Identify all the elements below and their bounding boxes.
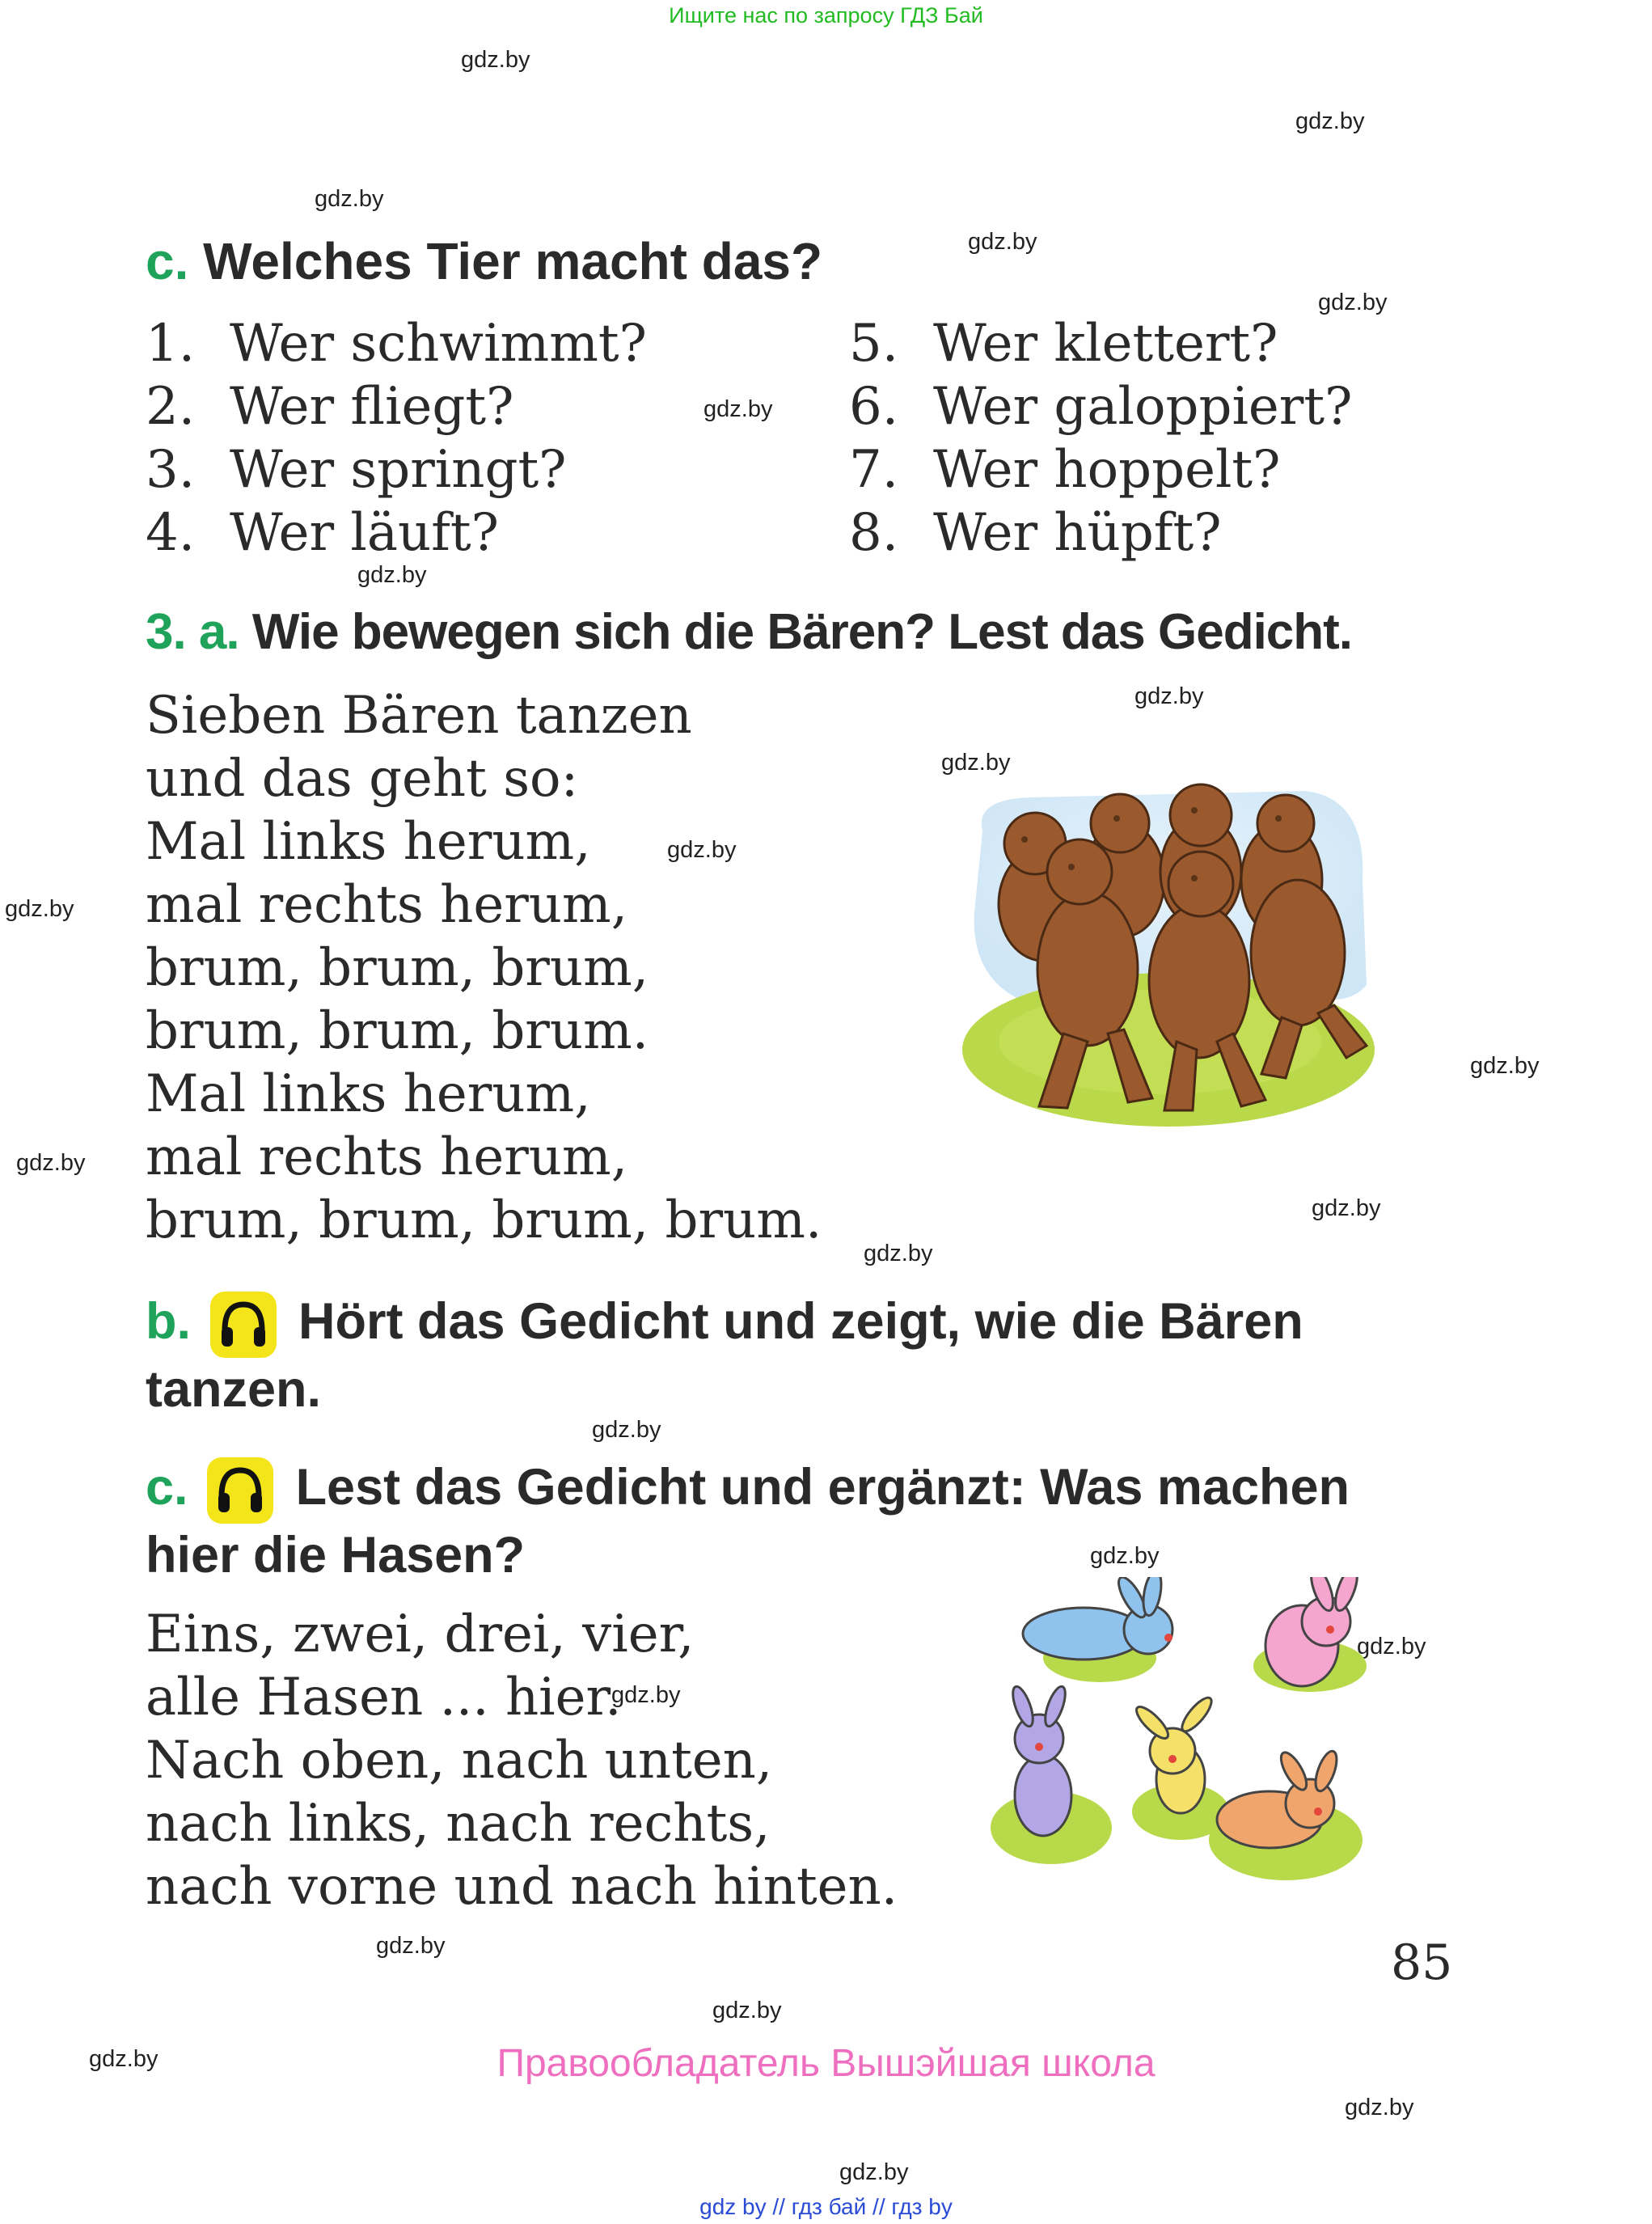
watermark: gdz.by bbox=[1134, 683, 1204, 709]
watermark: gdz.by bbox=[864, 1241, 933, 1266]
watermark: gdz.by bbox=[592, 1417, 661, 1443]
watermark: gdz.by bbox=[1470, 1053, 1540, 1079]
section-letter: c. bbox=[146, 1459, 188, 1516]
instruction-text: Lest das Gedicht und ergänzt: Was machen bbox=[295, 1459, 1350, 1516]
section-letter: b. bbox=[146, 1293, 191, 1350]
watermark: gdz.by bbox=[1312, 1195, 1381, 1221]
watermark: gdz.by bbox=[1295, 108, 1365, 134]
watermark: gdz.by bbox=[712, 1998, 782, 2023]
section-3a-heading bbox=[146, 603, 1352, 661]
instruction-text: tanzen. bbox=[146, 1361, 322, 1419]
exercise-label: 3. a. bbox=[146, 604, 239, 660]
poem-line: Nach oben, nach unten, bbox=[146, 1731, 773, 1791]
poem-line: alle Hasen ... hier. bbox=[146, 1668, 622, 1727]
list-item: 7. Wer hoppelt? bbox=[849, 440, 1281, 500]
watermark: gdz.by bbox=[839, 2159, 909, 2185]
poem-line: Mal links herum, bbox=[146, 812, 591, 872]
list-item: 1. Wer schwimmt? bbox=[146, 314, 647, 374]
list-item: 8. Wer hüpft? bbox=[849, 503, 1222, 563]
watermark: gdz.by bbox=[5, 896, 74, 922]
headphones-icon bbox=[207, 1457, 273, 1524]
list-item: 5. Wer klettert? bbox=[849, 314, 1278, 374]
watermark: gdz.by bbox=[1357, 1634, 1426, 1660]
question-list-left bbox=[146, 312, 647, 564]
instruction-text: Hört das Gedicht und zeigt, wie die Bären bbox=[298, 1293, 1303, 1350]
watermark: gdz.by bbox=[16, 1150, 86, 1176]
poem-line: nach vorne und nach hinten. bbox=[146, 1857, 898, 1917]
headphones-icon bbox=[210, 1292, 277, 1358]
watermark: gdz.by bbox=[968, 229, 1037, 255]
instruction-text: hier die Hasen? bbox=[146, 1527, 526, 1584]
poem-line: nach links, nach rechts, bbox=[146, 1794, 771, 1854]
section-c2-heading bbox=[146, 1456, 1350, 1587]
watermark: gdz.by bbox=[461, 47, 530, 73]
section-c-heading bbox=[146, 231, 822, 291]
watermark: gdz.by bbox=[941, 750, 1011, 776]
poem-line: Eins, zwei, drei, vier, bbox=[146, 1605, 695, 1664]
poem-line: mal rechts herum, bbox=[146, 1127, 628, 1187]
footer-links: gdz by // гдз бай // гдз by bbox=[699, 2194, 953, 2219]
hopping-rabbits-illustration bbox=[987, 1577, 1383, 1901]
poem-line: brum, brum, brum, brum. bbox=[146, 1190, 822, 1250]
watermark: gdz.by bbox=[703, 396, 773, 422]
page-number: 85 bbox=[1391, 1934, 1453, 1991]
watermark: gdz.by bbox=[611, 1682, 681, 1708]
poem-line: Sieben Bären tanzen bbox=[146, 686, 692, 746]
section-title: Welches Tier macht das? bbox=[203, 232, 823, 290]
watermark: gdz.by bbox=[376, 1933, 446, 1959]
question-list-right bbox=[849, 312, 1352, 564]
poem-line: mal rechts herum, bbox=[146, 875, 628, 935]
list-item: 4. Wer läuft? bbox=[146, 503, 499, 563]
watermark: gdz.by bbox=[1345, 2095, 1414, 2120]
watermark: gdz.by bbox=[357, 562, 427, 588]
section-title: Wie bewegen sich die Bären? Lest das Gedicht. bbox=[251, 604, 1353, 660]
watermark: gdz.by bbox=[315, 186, 384, 212]
bears-poem bbox=[146, 684, 822, 1252]
poem-line: Mal links herum, bbox=[146, 1064, 591, 1124]
watermark: gdz.by bbox=[1090, 1543, 1160, 1569]
poem-line: und das geht so: bbox=[146, 749, 579, 809]
list-item: 3. Wer springt? bbox=[146, 440, 567, 500]
watermark: gdz.by bbox=[89, 2046, 158, 2072]
section-b-heading bbox=[146, 1290, 1303, 1421]
dancing-bears-illustration bbox=[958, 783, 1379, 1131]
copyright-notice: Правообладатель Вышэйшая школа bbox=[496, 2042, 1156, 2085]
list-item: 2. Wer fliegt? bbox=[146, 377, 514, 437]
top-search-note: Ищите нас по запросу ГДЗ Бай bbox=[669, 3, 983, 27]
rabbits-poem bbox=[146, 1603, 898, 1918]
section-letter: c. bbox=[146, 232, 189, 290]
poem-line: brum, brum, brum, bbox=[146, 938, 649, 998]
watermark: gdz.by bbox=[1318, 290, 1388, 315]
poem-line: brum, brum, brum. bbox=[146, 1001, 649, 1061]
watermark: gdz.by bbox=[667, 837, 737, 863]
list-item: 6. Wer galoppiert? bbox=[849, 377, 1353, 437]
